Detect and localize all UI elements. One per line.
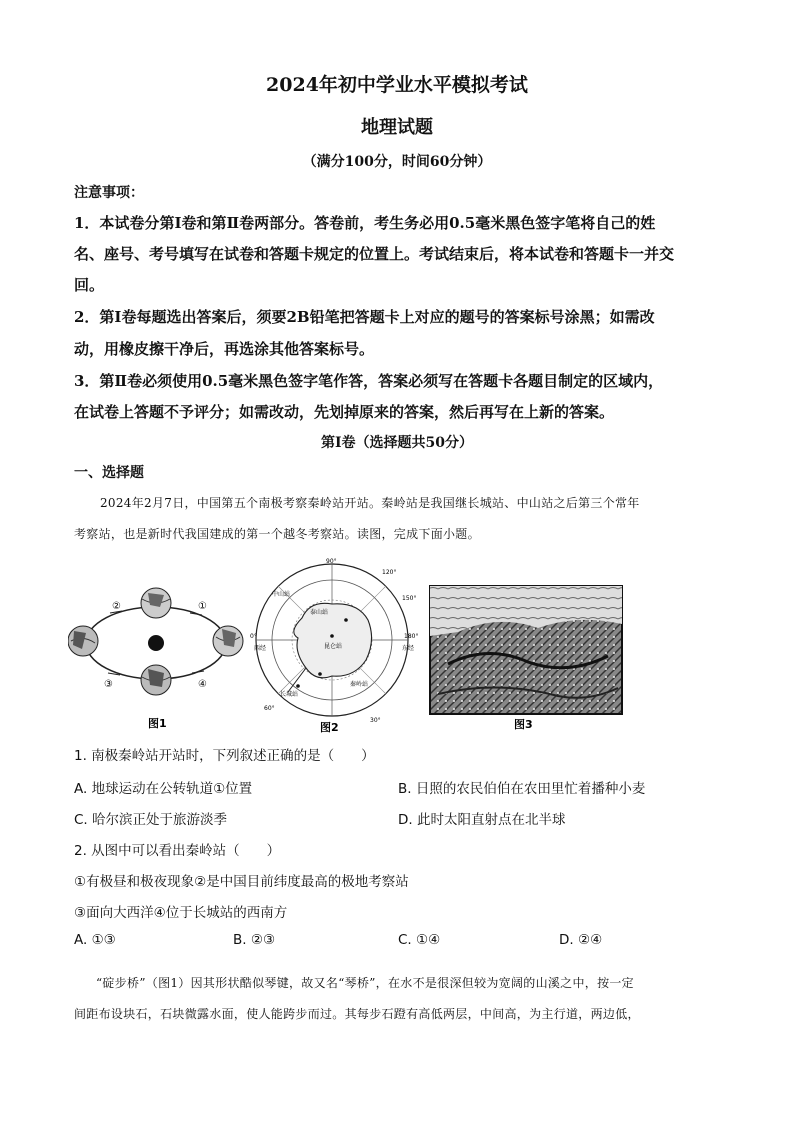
- note-1-line-3: 回。: [74, 276, 105, 294]
- passage-1-line-1: 2024年2月7日，中国第五个南极考察秦岭站开站。秦岭站是我国继长城站、中山站之后第三个常年: [100, 496, 640, 510]
- svg-text:30°: 30°: [370, 717, 381, 724]
- q2-option-c[interactable]: C. ①④: [398, 932, 441, 948]
- q2-statements-2: ③面向大西洋④位于长城站的西南方: [74, 905, 288, 921]
- q1-option-b[interactable]: B. 日照的农民伯伯在农田里忙着播种小麦: [398, 781, 646, 797]
- earth-right-icon: [213, 626, 243, 656]
- svg-text:0°: 0°: [250, 633, 257, 640]
- note-3-line-2: 在试卷上答题不予评分；如需改动，先划掉原来的答案，然后再写在上新的答案。: [74, 403, 615, 421]
- orbit-marker-1: ①: [198, 601, 207, 612]
- subject-title: 地理试题: [361, 117, 433, 138]
- q1-option-a[interactable]: A. 地球运动在公转轨道①位置: [74, 781, 253, 797]
- part-title: 第Ⅰ卷（选择题共50分）: [320, 435, 474, 451]
- figure-2-label: 图2: [320, 721, 339, 734]
- figure-1-orbit-diagram: [68, 585, 248, 733]
- orbit-marker-3: ③: [104, 679, 113, 690]
- passage-1-line-2: 考察站，也是新时代我国建成的第一个越冬考察站。读图，完成下面小题。: [74, 527, 480, 541]
- note-1-line-2: 名、座号、考号填写在试卷和答题卡规定的位置上。考试结束后，将本试卷和答题卡一并交: [74, 245, 675, 263]
- svg-text:泰山站: 泰山站: [310, 609, 329, 616]
- notes-heading: 注意事项：: [74, 185, 144, 201]
- orbit-marker-2: ②: [112, 601, 121, 612]
- earth-bottom-icon: [141, 665, 171, 695]
- svg-text:90°: 90°: [326, 558, 337, 565]
- svg-text:180°: 180°: [404, 633, 419, 640]
- q1-option-c[interactable]: C. 哈尔滨正处于旅游淡季: [74, 812, 228, 828]
- exam-title: 2024年初中学业水平模拟考试: [266, 74, 528, 96]
- svg-text:60°: 60°: [264, 705, 275, 712]
- sun-icon: [148, 635, 164, 651]
- q2-statements-1: ①有极昼和极夜现象②是中国目前纬度最高的极地考察站: [74, 874, 409, 890]
- note-3-line-1: 3．第Ⅱ卷必须使用0.5毫米黑色签字笔作答，答案必须写在答题卡各题目制定的区域内，: [74, 372, 664, 390]
- figure-3-photo: [428, 584, 624, 734]
- figure-3-label: 图3: [514, 718, 533, 731]
- svg-text:120°: 120°: [382, 569, 397, 576]
- earth-left-icon: [68, 626, 98, 656]
- svg-text:150°: 150°: [402, 595, 417, 602]
- section-heading: 一、选择题: [74, 465, 144, 481]
- passage-2-line-2: 间距布设块石，石块微露水面，使人能跨步而过。其每步石蹬有高低两层，中间高，为主行道，两边低，: [74, 1007, 640, 1021]
- q2-option-a[interactable]: A. ①③: [74, 932, 116, 948]
- q1-stem: 1. 南极秦岭站开站时，下列叙述正确的是（ ）: [74, 748, 375, 764]
- note-2-line-1: 2．第Ⅰ卷每题选出答案后，须要2B铅笔把答题卡上对应的题号的答案标号涂黑；如需改: [74, 308, 655, 326]
- passage-2-line-1: “碇步桥”（图1）因其形状酷似琴键，故又名“琴桥”，在水不是很深但较为宽阔的山溪之中，按一定: [96, 976, 634, 990]
- q2-stem: 2. 从图中可以看出秦岭站（ ）: [74, 843, 281, 859]
- figure-2-antarctica-map: [250, 556, 420, 736]
- antarctica-landmass: [294, 603, 372, 678]
- exam-meta: （满分100分，时间60分钟）: [302, 154, 492, 170]
- q1-option-d[interactable]: D. 此时太阳直射点在北半球: [398, 812, 566, 828]
- svg-text:长城站: 长城站: [280, 691, 299, 698]
- orbit-marker-4: ④: [198, 679, 207, 690]
- earth-top-icon: [141, 588, 171, 618]
- svg-text:昆仑站: 昆仑站: [324, 643, 343, 650]
- figure-1-label: 图1: [148, 717, 167, 730]
- note-2-line-2: 动，用橡皮擦干净后，再选涂其他答案标号。: [74, 340, 375, 358]
- q2-option-d[interactable]: D. ②④: [559, 932, 603, 948]
- q2-option-b[interactable]: B. ②③: [233, 932, 276, 948]
- note-1-line-1: 1．本试卷分第Ⅰ卷和第Ⅱ卷两部分。答卷前，考生务必用0.5毫米黑色签字笔将自己的姓: [74, 214, 656, 232]
- svg-text:西经: 西经: [254, 645, 267, 652]
- svg-text:中山站: 中山站: [272, 591, 291, 598]
- svg-text:秦岭站: 秦岭站: [350, 681, 369, 688]
- svg-text:东经: 东经: [402, 645, 415, 652]
